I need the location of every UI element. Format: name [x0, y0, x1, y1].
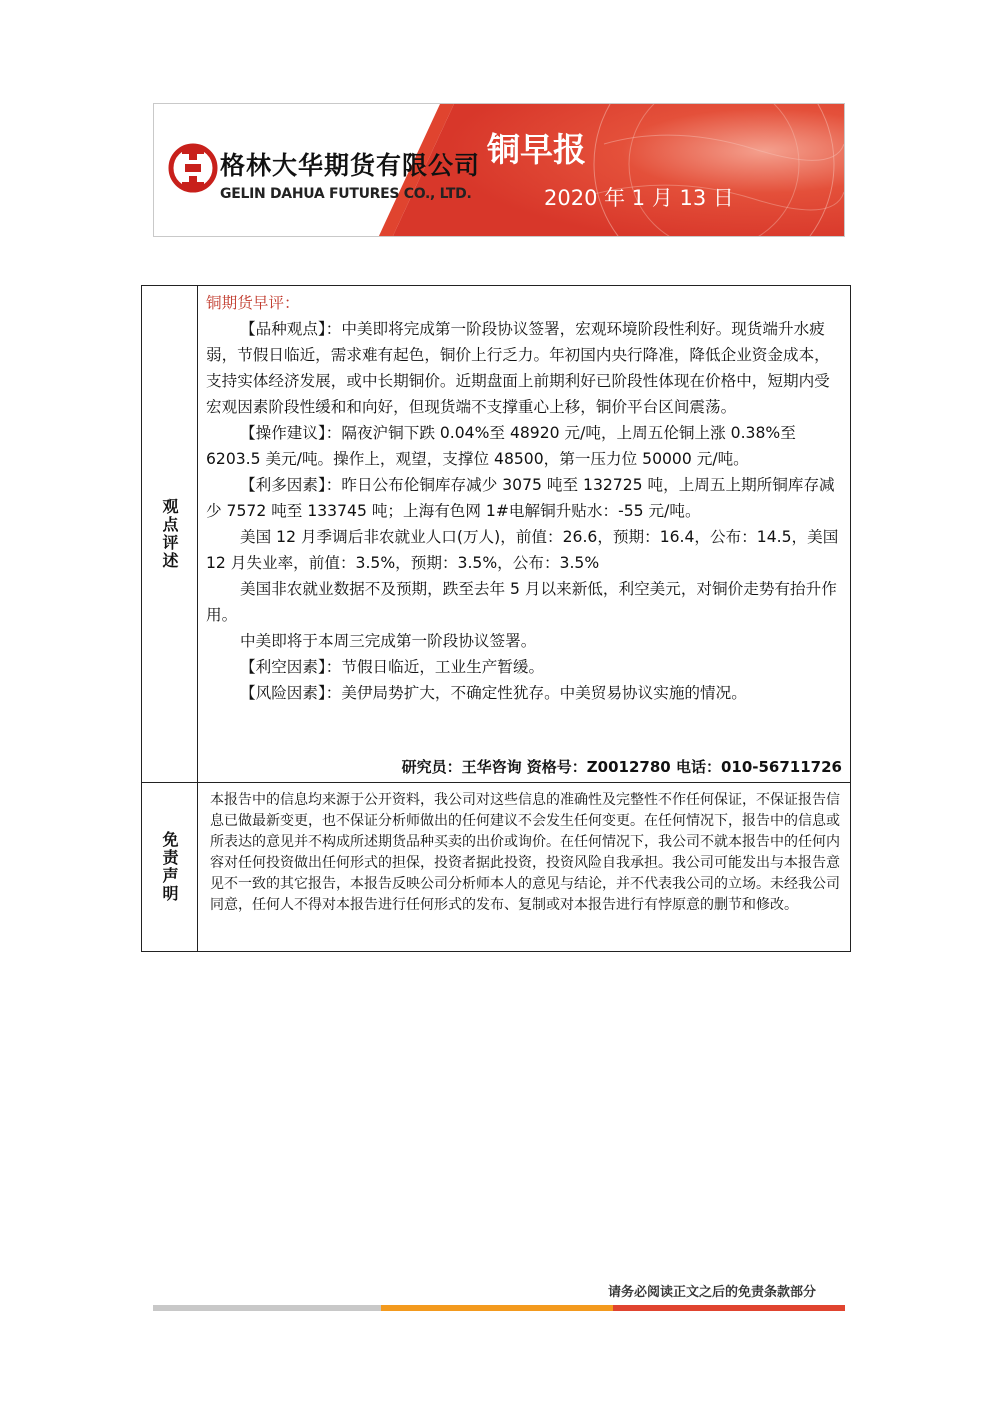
paragraph-viewpoint: 【品种观点】：中美即将完成第一阶段协议签署，宏观环境阶段性利好。现货端升水疲弱，节假日临近，需求难有起色，铜价上行乏力。年初国内央行降准，降低企业资金成本，支持实体经济发展，或中长期铜价。近期盘面上前期利好已阶段性体现在价格中，短期内受宏观因素阶段性缓和和向好，但现货端不支撑重心上移，铜价平台区间震荡。: [206, 320, 830, 416]
paragraph-risk: 【风险因素】：美伊局势扩大，不确定性犹存。中美贸易协议实施的情况。: [240, 684, 747, 702]
paragraph-us-jobs: 美国 12 月季调后非农就业人口(万人)，前值：26.6，预期：16.4，公布：14.5，美国 12 月失业率，前值：3.5%，预期：3.5%，公布：3.5%: [206, 528, 839, 572]
footer-bar-red: [613, 1305, 845, 1311]
paragraph-bearish: 【利空因素】：节假日临近，工业生产暂缓。: [240, 658, 545, 676]
section-label-disclaimer: 免责声明: [160, 831, 179, 903]
footer-note: 请务必阅读正文之后的免责条款部分: [608, 1285, 817, 1300]
footer-color-bar: [153, 1305, 845, 1311]
paragraph-us-jobs-comment: 美国非农就业数据不及预期，跌至去年 5 月以来新低，利空美元，对铜价走势有抬升作用。: [206, 580, 837, 624]
company-name-en: GELIN DAHUA FUTURES CO., LTD.: [220, 186, 472, 202]
disclaimer-text: 本报告中的信息均来源于公开资料，我公司对这些信息的准确性及完整性不作任何保证，不保证报告信息已做最新变更，也不保证分析师做出的任何建议不会发生任何变更。在任何情况下，报告中的信息或所表达的意见并不构成所述期货品种买卖的出价或询价。在任何情况下，我公司不就本报告中的任何内容对任何投资做出任何形式的担保，投资者据此投资，投资风险自我承担。我公司可能发出与本报告意见不一致的其它报告，本报告反映公司分析师本人的意见与结论，并不代表我公司的立场。未经我公司同意，任何人不得对本报告进行任何形式的发布、复制或对本报告进行有悖原意的删节和修改。: [210, 792, 840, 913]
footer-bar-orange: [381, 1305, 613, 1311]
row-divider: [142, 782, 850, 783]
column-divider: [197, 286, 198, 951]
report-banner: [153, 103, 845, 237]
paragraph-bullish: 【利多因素】：昨日公布伦铜库存减少 3075 吨至 132725 吨，上周五上期所铜库存减少 7572 吨至 133745 吨；上海有色网 1#电解铜升贴水：-55 元/吨。: [206, 476, 835, 520]
section-label-review: 观点评述: [160, 498, 179, 570]
review-content: [206, 290, 844, 706]
analyst-signature: 研究员：王华咨询 资格号：Z0012780 电话：010-56711726: [401, 758, 842, 776]
footer-bar-gray: [153, 1305, 381, 1311]
report-table: [141, 285, 851, 952]
paragraph-trade-deal: 中美即将于本周三完成第一阶段协议签署。: [240, 632, 537, 650]
paragraph-advice: 【操作建议】：隔夜沪铜下跌 0.04%至 48920 元/吨，上周五伦铜上涨 0.38%至 6203.5 美元/吨。操作上，观望，支撑位 48500，第一压力位 50000 元/吨。: [206, 424, 796, 468]
review-title: 铜期货早评：: [206, 294, 300, 312]
report-title: 铜早报: [487, 130, 586, 169]
company-logo-icon: [168, 138, 218, 198]
company-name-cn: 格林大华期货有限公司: [220, 151, 481, 180]
report-date: 2020 年 1 月 13 日: [544, 186, 734, 210]
